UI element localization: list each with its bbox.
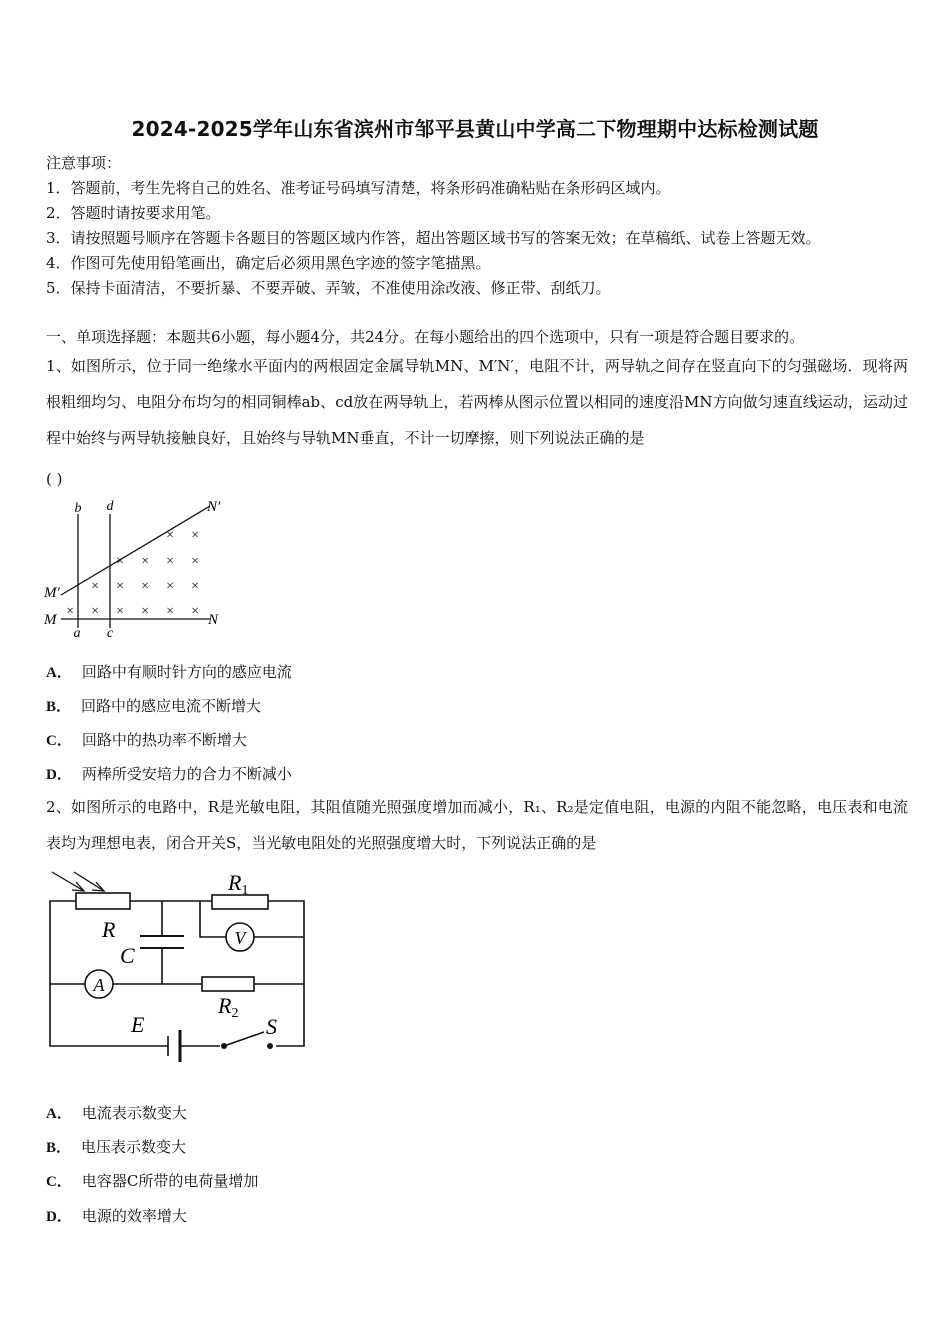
field-cross: × (190, 528, 200, 543)
label-r2: R2 (218, 993, 239, 1021)
option-text: 电流表示数变大 (81, 1104, 187, 1122)
q1-option-a[interactable] (46, 661, 292, 682)
field-cross: × (165, 554, 175, 569)
switch (224, 1032, 264, 1046)
circuit-figure (40, 866, 320, 1066)
option-label: D． (46, 1209, 72, 1225)
rail-mpnp (61, 506, 210, 595)
resistor-r2 (202, 977, 254, 991)
q2-option-d[interactable] (46, 1205, 187, 1226)
label-a: A (93, 975, 105, 995)
label-n-prime: N′ (207, 499, 221, 515)
notice-item: 5．保持卡面清洁，不要折暴、不要弄破、弄皱，不准使用涂改液、修正带、刮纸刀。 (46, 279, 611, 297)
question-2-stem: 2、如图所示的电路中，R是光敏电阻，其阻值随光照强度增加而减小，R₁、R₂是定值电阻，电源的内阻不能忽略，电压表和电流表均为理想电表，闭合开关S，当光敏电阻处的光照强度增大时，下列说法正确的是 (46, 798, 908, 852)
field-cross: × (190, 604, 200, 619)
field-cross: × (115, 579, 125, 594)
q2-option-c[interactable] (46, 1170, 258, 1191)
option-label: C． (46, 1174, 72, 1190)
option-label: B． (46, 699, 72, 715)
light-arrows (52, 872, 104, 891)
notice-item: 2．答题时请按要求用笔。 (46, 204, 221, 222)
notice-item: 4．作图可先使用铅笔画出，确定后必须用黑色字迹的签字笔描黑。 (46, 254, 491, 272)
field-cross: × (90, 579, 100, 594)
field-cross: × (140, 604, 150, 619)
label-a: a (73, 626, 81, 641)
option-label: A． (46, 1106, 72, 1122)
field-cross: × (190, 554, 200, 569)
label-v: V (234, 928, 246, 948)
field-cross: × (165, 579, 175, 594)
label-c: c (106, 626, 114, 641)
option-text: 回路中的感应电流不断增大 (81, 697, 262, 715)
field-cross: × (115, 604, 125, 619)
label-r1: R1 (228, 870, 249, 898)
notice-heading: 注意事项： (46, 154, 122, 172)
rails-figure (40, 494, 240, 644)
q1-option-c[interactable] (46, 729, 247, 750)
label-m-prime: M′ (44, 585, 60, 601)
field-cross: × (90, 604, 100, 619)
notice-item: 3．请按照题号顺序在答题卡各题目的答题区域内作答，超出答题区域书写的答案无效；在草稿纸、试卷上答题无效。 (46, 229, 821, 247)
option-text: 回路中的热功率不断增大 (81, 731, 247, 749)
question-1-stem: 1、如图所示，位于同一绝缘水平面内的两根固定金属导轨MN、M′N′，电阻不计，两导轨之间存在竖直向下的匀强磁场．现将两根粗细均匀、电阻分布均匀的相同铜棒ab、cd放在两导轨上，若两棒从图示位置以相同的速度沿MN方向做匀速直线运动，运动过程中始终与两导轨接触良好，且始终与导轨MN垂直，不计一切摩擦，则下列说法正确的是 (46, 357, 908, 447)
option-label: D． (46, 767, 72, 783)
option-text: 回路中有顺时针方向的感应电流 (81, 663, 292, 681)
field-cross: × (165, 604, 175, 619)
magnetic-field (65, 528, 199, 619)
option-text: 两棒所受安培力的合力不断减小 (81, 765, 292, 783)
label-m: M (44, 612, 57, 628)
field-cross: × (190, 579, 200, 594)
label-d: d (106, 499, 114, 514)
option-text: 电压表示数变大 (81, 1138, 187, 1156)
q1-option-b[interactable] (46, 695, 261, 716)
label-c: C (120, 943, 135, 968)
q1-option-d[interactable] (46, 763, 292, 784)
option-text: 电源的效率增大 (81, 1207, 187, 1225)
field-cross: × (65, 604, 75, 619)
q2-option-b[interactable] (46, 1136, 186, 1157)
label-e: E (131, 1012, 145, 1037)
page-title: 2024-2025学年山东省滨州市邹平县黄山中学高二下物理期中达标检测试题 (131, 117, 819, 141)
photoresistor (76, 893, 130, 909)
question-1-blank: ( ) (46, 470, 63, 488)
option-label: B． (46, 1140, 72, 1156)
label-r: R (102, 917, 116, 942)
section-heading: 一、单项选择题：本题共6小题，每小题4分，共24分。在每小题给出的四个选项中，只有一项是符合题目要求的。 (46, 328, 805, 346)
option-text: 电容器C所带的电荷量增加 (81, 1172, 259, 1190)
option-label: C． (46, 733, 72, 749)
field-cross: × (140, 579, 150, 594)
field-cross: × (165, 528, 175, 543)
notice-item: 1．答题前，考生先将自己的姓名、准考证号码填写清楚，将条形码准确粘贴在条形码区域内。 (46, 179, 671, 197)
field-cross: × (115, 554, 125, 569)
label-s: S (266, 1014, 277, 1039)
q2-option-a[interactable] (46, 1102, 187, 1123)
field-cross: × (140, 554, 150, 569)
label-b: b (74, 501, 82, 516)
switch (267, 1043, 273, 1049)
resistor-r1 (212, 895, 268, 909)
option-label: A． (46, 665, 72, 681)
label-n: N (208, 612, 219, 628)
